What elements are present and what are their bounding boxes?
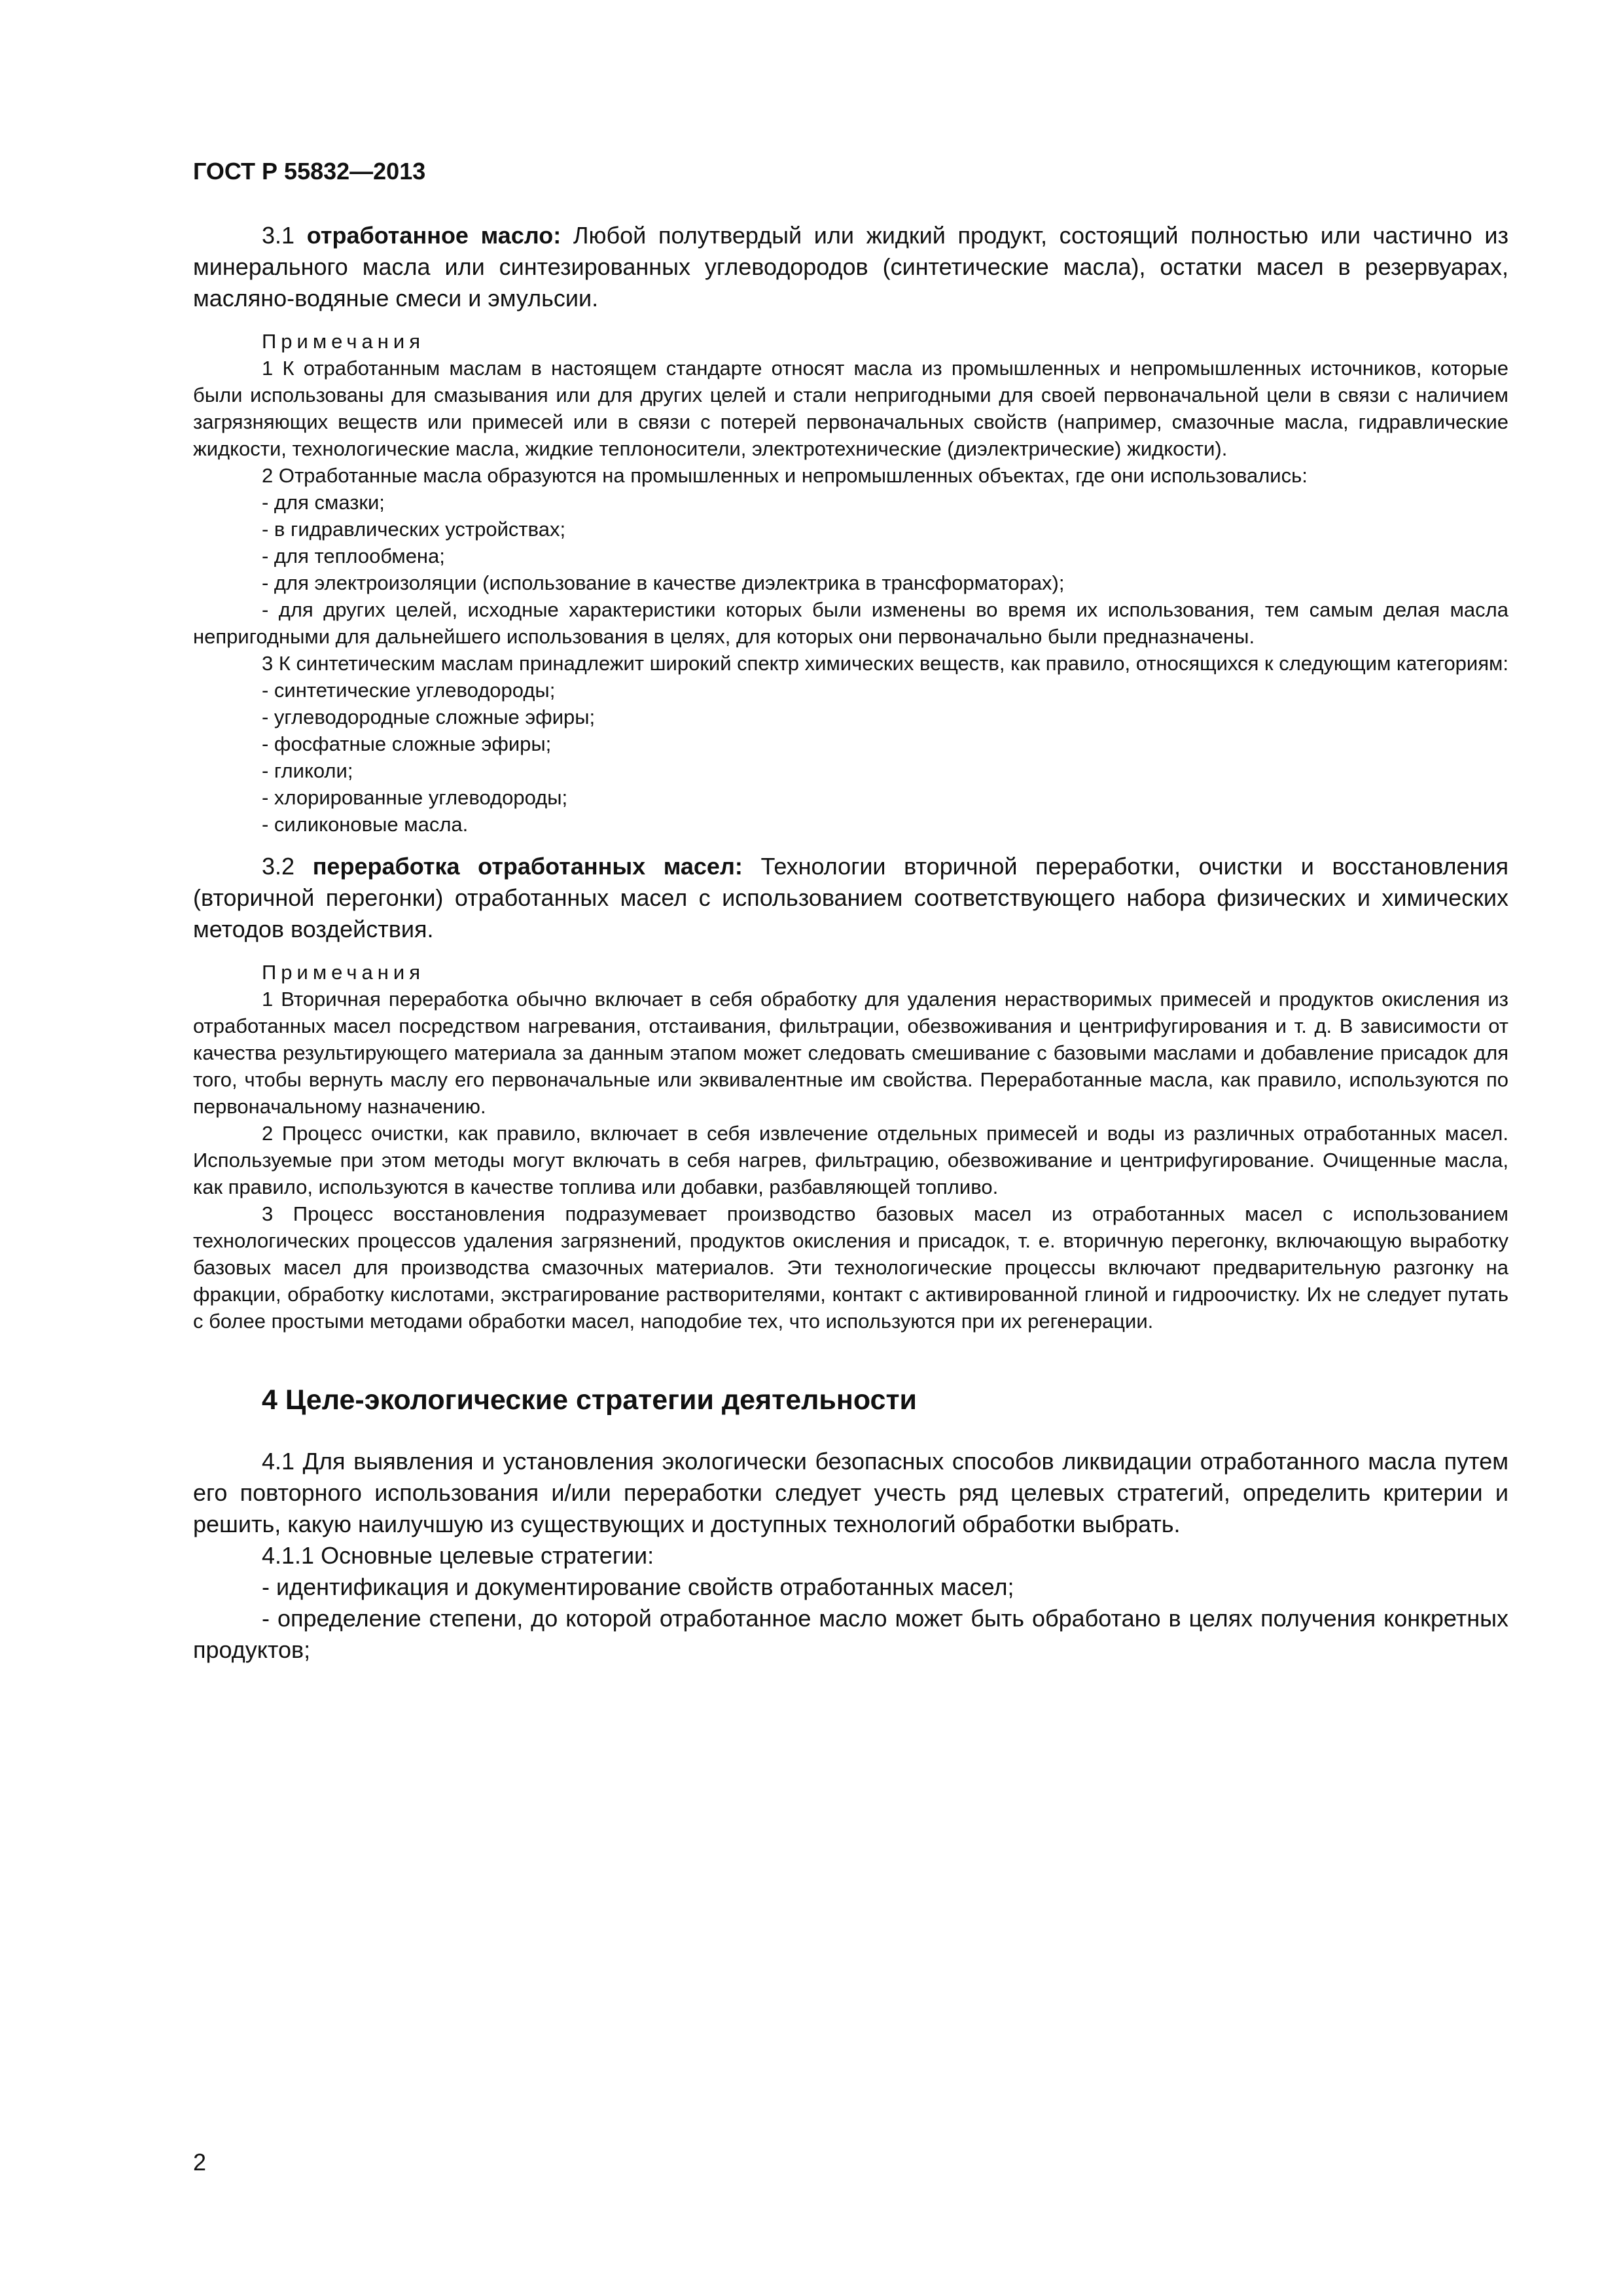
clause-3-2 bbox=[193, 851, 1508, 945]
note-paragraph: 1 Вторичная переработка обычно включает в себя обработку для удаления нерастворимых примесей и продуктов окисления из отработанных масел посредством нагревания, отстаивания, фильтрации, обезвоживания и центрифугирования и т. д. В зависимости от качества результирующего материала за данным этапом может следовать смешивание с базовыми маслами и добавление присадок для того, чтобы вернуть маслу его первоначальные или эквивалентные им свойства. Переработанные масла, как правило, используются по первоначальному назначению. bbox=[193, 988, 1508, 1118]
note-list-item: - гликоли; bbox=[262, 759, 353, 782]
definition-text: Любой полутвердый или жидкий продукт, состоящий полностью или частично из минерального масла или синтезированных углеводородов (синтетические масла), остатки масел в резервуарах, масляно-водяные смеси и эмульсии. bbox=[193, 222, 1509, 312]
clause-4-1: 4.1 Для выявления и установления экологически безопасных способов ликвидации отработанного масла путем его повторного использования и/или переработки следует учесть ряд целевых стратегий, определить критерии и решить, какую наилучшую из существующих и доступных технологий обработки выбрать. bbox=[193, 1448, 1508, 1537]
clause-number: 3.2 bbox=[262, 853, 313, 880]
page-number: 2 bbox=[193, 2149, 207, 2176]
note-list-item: - силиконовые масла. bbox=[262, 813, 469, 836]
document-header: ГОСТ Р 55832—2013 bbox=[193, 158, 426, 185]
notes-title: Примечания bbox=[262, 961, 425, 984]
section-heading: 4 Целе-экологические стратегии деятельности bbox=[262, 1384, 917, 1416]
defined-term: отработанное масло: bbox=[306, 222, 562, 249]
note-paragraph: 1 К отработанным маслам в настоящем стандарте относят масла из промышленных и непромышленных источников, которые были использованы для смазывания или для других целей и стали непригодными для своей первоначальной цели в связи с наличием загрязняющих веществ или примесей или в связи с потерей первоначальных свойств (например, смазочные масла, гидравлические жидкости, технологические масла, жидкие теплоносители, электротехнические (диэлектрические) жидкости). bbox=[193, 357, 1508, 460]
note-paragraph: 3 Процесс восстановления подразумевает производство базовых масел из отработанных масел с использованием технологических процессов удаления загрязнений, продуктов окисления и присадок, т. е. вторичную перегонку, включающую выработку базовых масел для производства смазочных материалов. Эти технологические процессы включают предварительную разгонку на фракции, обработку кислотами, экстрагирование растворителями, контакт с активированной глиной и гидроочистку. Их не следует путать с более простыми методами обработки масел, наподобие тех, что используются при их регенерации. bbox=[193, 1202, 1508, 1333]
defined-term: переработка отработанных масел: bbox=[312, 853, 743, 880]
note-list-item: - углеводородные сложные эфиры; bbox=[262, 706, 596, 728]
note-list-item: - в гидравлических устройствах; bbox=[262, 518, 566, 541]
notes-title: Примечания bbox=[262, 330, 425, 353]
clause-4-1-1: 4.1.1 Основные целевые стратегии: bbox=[262, 1542, 654, 1569]
note-list-item: - для электроизоляции (использование в качестве диэлектрика в трансформаторах); bbox=[262, 571, 1065, 594]
clause-number: 3.1 bbox=[262, 222, 307, 249]
strategy-list-item: - определение степени, до которой отработанное масло может быть обработано в целях получения конкретных продуктов; bbox=[193, 1605, 1508, 1663]
clause-3-1 bbox=[193, 220, 1508, 314]
strategy-list-item: - идентификация и документирование свойств отработанных масел; bbox=[262, 1573, 1014, 1600]
note-paragraph: 2 Отработанные масла образуются на промышленных и непромышленных объектах, где они использовались: bbox=[262, 464, 1308, 487]
definition-text: Технологии вторичной переработки, очистки и восстановления (вторичной перегонки) отработанных масел с использованием соответствующего набора физических и химических методов воздействия. bbox=[193, 853, 1509, 942]
note-list-item: - для других целей, исходные характеристики которых были изменены во время их использования, тем самым делая масла непригодными для дальнейшего использования в целях, для которых они первоначально были предназначены. bbox=[193, 598, 1508, 648]
note-list-item: - фосфатные сложные эфиры; bbox=[262, 732, 552, 755]
note-paragraph: 3 К синтетическим маслам принадлежит широкий спектр химических веществ, как правило, относящихся к следующим категориям: bbox=[262, 652, 1508, 675]
note-list-item: - синтетические углеводороды; bbox=[262, 679, 556, 702]
note-list-item: - для смазки; bbox=[262, 491, 385, 514]
note-list-item: - хлорированные углеводороды; bbox=[262, 786, 568, 809]
note-list-item: - для теплообмена; bbox=[262, 545, 445, 567]
note-paragraph: 2 Процесс очистки, как правило, включает в себя извлечение отдельных примесей и воды из различных отработанных масел. Используемые при этом методы могут включать в себя нагрев, фильтрацию, обезвоживание и центрифугирование. Очищенные масла, как правило, используются в качестве топлива или добавки, разбавляющей топливо. bbox=[193, 1122, 1508, 1198]
